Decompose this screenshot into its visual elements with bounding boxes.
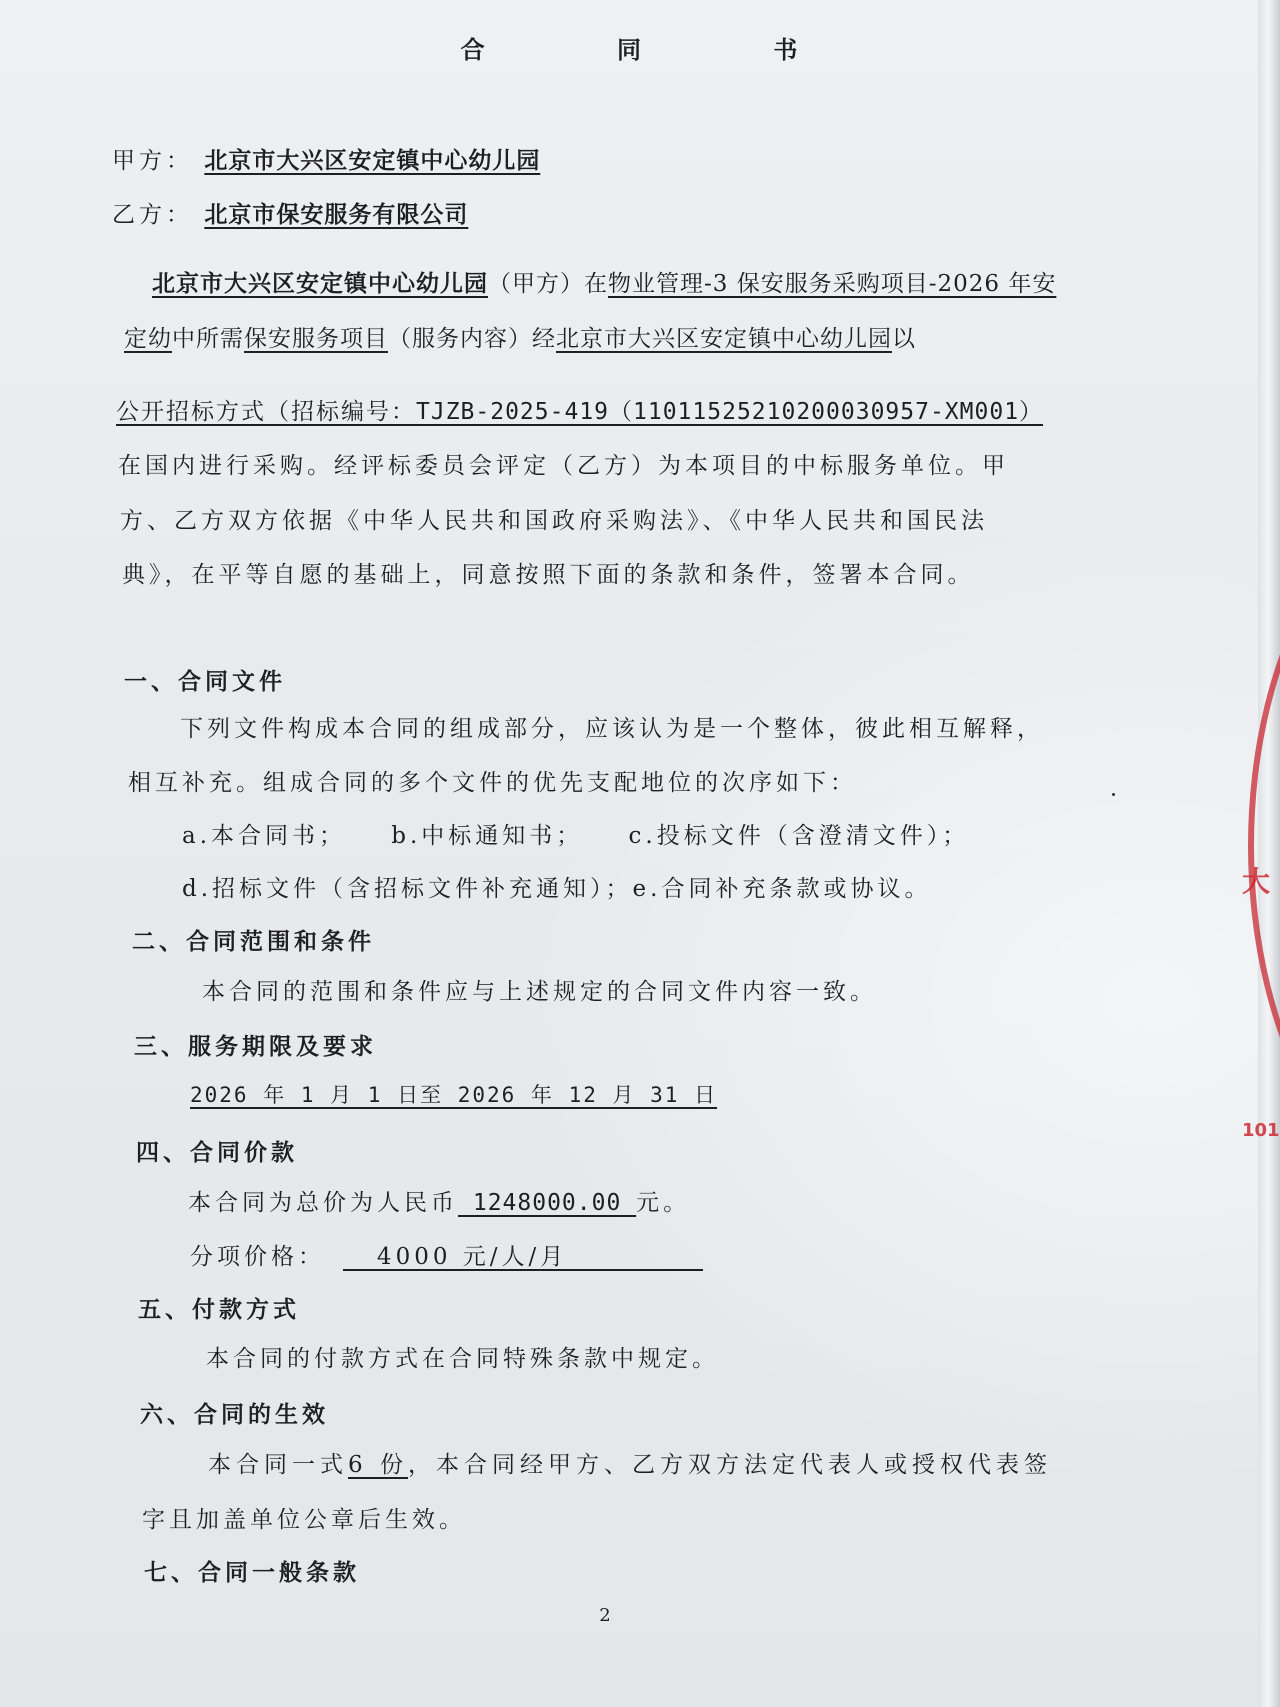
section-2-para: 本合同的范围和条件应与上述规定的合同文件内容一致。 (202, 979, 877, 1005)
section-1-para-2: 相互补充。组成合同的多个文件的优先支配地位的次序如下： (128, 770, 857, 796)
section-1-items-1: a.本合同书； b.中标通知书； c.投标文件（含澄清文件）； (182, 823, 970, 849)
contract-total-label: 本合同为总价为人民币 (188, 1190, 458, 1216)
intro-method: 公开招标方式（招标编号： (116, 399, 416, 425)
party-a-row (112, 142, 540, 175)
copy-count: 6 份 (348, 1452, 408, 1478)
party-b-label: 乙方： (112, 202, 193, 228)
intro-line-3 (116, 393, 1043, 426)
intro-agent: 北京市大兴区安定镇中心幼儿园 (556, 326, 892, 352)
intro-service: 保安服务项目 (244, 326, 388, 352)
seal-ring (1248, 480, 1280, 1200)
contract-total-unit: 元。 (636, 1190, 691, 1216)
section-6-para-1 (208, 1446, 1052, 1479)
section-2-heading: 二、合同范围和条件 (132, 929, 375, 955)
section-1-heading: 一、合同文件 (124, 669, 286, 695)
section-5-heading: 五、付款方式 (138, 1297, 300, 1323)
seal-text-1: 大 (1242, 865, 1271, 898)
unit-price-value: 4000 元/人/月 (343, 1244, 704, 1270)
intro-text: （甲方）在 (488, 271, 608, 297)
contract-total-row (188, 1184, 690, 1217)
party-b-row (112, 196, 468, 229)
section-6-text: ，本合同经甲方、乙方双方法定代表人或授权代表签 (407, 1452, 1052, 1478)
party-a-label: 甲方： (112, 148, 193, 174)
intro-line-2 (124, 320, 916, 353)
intro-text: （服务内容）经 (388, 326, 556, 352)
intro-line-1 (118, 265, 1056, 298)
service-term: 2026 年 1 月 1 日至 2026 年 12 月 31 日 (190, 1083, 718, 1107)
red-seal-fragment (1240, 480, 1280, 1200)
intro-party-a: 北京市大兴区安定镇中心幼儿园 (152, 270, 488, 297)
contract-total-amount: 1248000.00 (458, 1190, 637, 1216)
section-6-heading: 六、合同的生效 (140, 1402, 329, 1428)
intro-line-4: 在国内进行采购。经评标委员会评定（乙方）为本项目的中标服务单位。甲 (118, 453, 1009, 479)
intro-text: 中所需 (172, 326, 244, 352)
unit-price-row (190, 1238, 703, 1271)
section-1-items-2: d.招标文件（含招标文件补充通知）；e.合同补充条款或协议。 (182, 876, 932, 902)
page-number: 2 (599, 1605, 611, 1626)
section-4-heading: 四、合同价款 (136, 1140, 298, 1166)
tender-code: TJZB-2025-419（11011525210200030957-XM001） (416, 399, 1044, 425)
party-a-name: 北京市大兴区安定镇中心幼儿园 (204, 147, 541, 174)
section-1-para-1: 下列文件构成本合同的组成部分，应该认为是一个整体，彼此相互解释， (180, 716, 1044, 742)
section-3-heading: 三、服务期限及要求 (134, 1034, 377, 1060)
intro-line-6: 典》，在平等自愿的基础上，同意按照下面的条款和条件，签署本合同。 (122, 562, 975, 588)
intro-project-cont: 定幼 (124, 326, 172, 352)
unit-price-label: 分项价格： (190, 1244, 325, 1270)
intro-project: 物业管理-3 保安服务采购项目-2026 年安 (608, 271, 1057, 297)
section-6-para-2: 字且加盖单位公章后生效。 (142, 1507, 466, 1533)
document-title: 合 同 书 (460, 35, 860, 64)
seal-text-2: 101 (1242, 1120, 1280, 1141)
party-b-name: 北京市保安服务有限公司 (204, 201, 469, 228)
section-6-text: 本合同一式 (208, 1452, 348, 1478)
section-7-heading: 七、合同一般条款 (144, 1560, 360, 1586)
intro-line-5: 方、乙方双方依据《中华人民共和国政府采购法》、《中华人民共和国民法 (120, 508, 988, 534)
section-5-para: 本合同的付款方式在合同特殊条款中规定。 (206, 1346, 719, 1372)
intro-text: 以 (892, 326, 916, 352)
ink-speck (1112, 793, 1115, 796)
